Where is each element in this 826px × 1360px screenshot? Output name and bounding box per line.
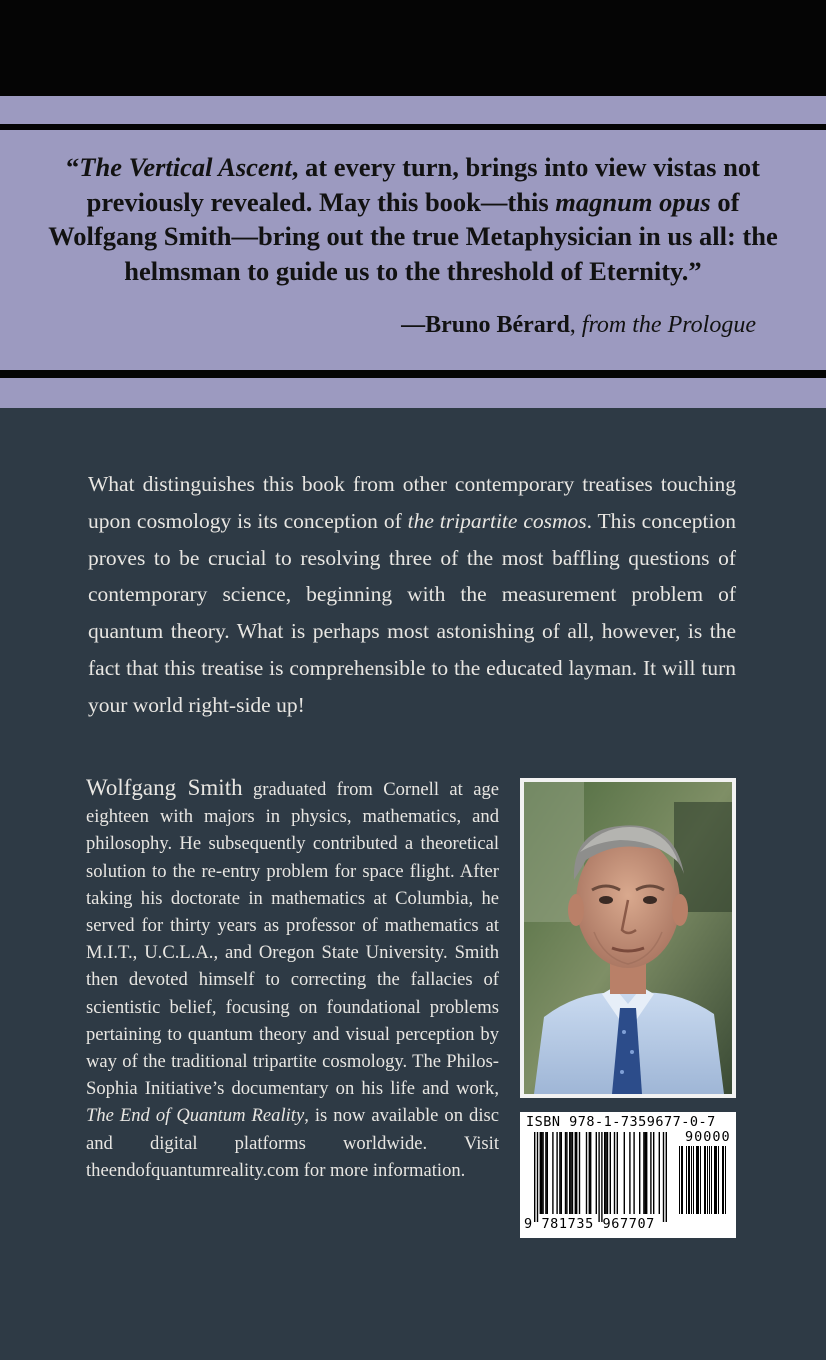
quote-emphasis: magnum opus xyxy=(555,186,711,217)
addon-bar-12 xyxy=(704,1146,705,1214)
addon-bar-4 xyxy=(688,1146,689,1214)
barcode-bar-16 xyxy=(575,1132,576,1214)
barcode-bar-31 xyxy=(624,1132,625,1214)
addon-bar-8 xyxy=(696,1146,697,1214)
barcode-bar-27 xyxy=(607,1132,608,1214)
barcode-bar-12 xyxy=(566,1132,567,1214)
barcode-bar-29 xyxy=(614,1132,615,1214)
barcode-bar-6 xyxy=(547,1132,548,1214)
barcode-bar-22 xyxy=(596,1132,597,1214)
book-description xyxy=(88,466,736,724)
barcode-bar-17 xyxy=(576,1132,577,1214)
addon-bar-5 xyxy=(689,1146,690,1214)
barcode-bar-9 xyxy=(559,1132,560,1214)
barcode-bar-41 xyxy=(663,1132,664,1222)
bio-text-2: , is now available on disc and digital platforms worldwide. Visit theendofquantumreality.com for more information. xyxy=(86,1105,499,1181)
barcode-bar-19 xyxy=(586,1132,587,1214)
barcode-bar-37 xyxy=(646,1132,647,1214)
barcode-bar-26 xyxy=(605,1132,606,1214)
barcode-bar-28 xyxy=(610,1132,611,1214)
quote-open-mark: “ xyxy=(66,152,80,182)
blurb-emphasis: the tripartite cosmos xyxy=(407,508,587,533)
quote-attribution xyxy=(401,312,756,339)
addon-bar-3 xyxy=(686,1146,687,1214)
attribution-dash: — xyxy=(401,312,426,338)
quote-text-2: of Wolfgang Smith—bring out the true Metaphysician in us all: the helmsman to guide us to the threshold of Eternity.” xyxy=(48,186,778,286)
barcode-bar-5 xyxy=(545,1132,546,1214)
endorsement-quote xyxy=(40,150,786,288)
addon-bar-10 xyxy=(698,1146,699,1214)
barcode-bar-15 xyxy=(572,1132,573,1214)
attribution-separator: , xyxy=(569,312,582,338)
barcode-bar-0 xyxy=(534,1132,535,1222)
addon-bar-14 xyxy=(707,1146,708,1214)
attribution-name: Bruno Bérard xyxy=(425,312,570,338)
addon-bar-0 xyxy=(679,1146,680,1214)
top-black-strip xyxy=(0,0,826,96)
barcode-bar-33 xyxy=(633,1132,634,1214)
barcode-bar-25 xyxy=(604,1132,605,1214)
author-photo xyxy=(520,778,736,1098)
black-rule-bottom xyxy=(0,370,826,378)
barcode-bar-18 xyxy=(579,1132,580,1214)
barcode-bar-38 xyxy=(650,1132,651,1214)
addon-bar-6 xyxy=(691,1146,692,1214)
lavender-band-top xyxy=(0,96,826,124)
addon-bar-9 xyxy=(697,1146,698,1214)
barcode-bar-30 xyxy=(617,1132,618,1214)
barcode-bar-24 xyxy=(601,1132,602,1222)
addon-bar-16 xyxy=(711,1146,712,1214)
addon-bar-7 xyxy=(693,1146,694,1214)
barcode-bar-42 xyxy=(666,1132,667,1222)
addon-bar-21 xyxy=(722,1146,723,1214)
addon-bar-23 xyxy=(725,1146,726,1214)
attribution-source: from the Prologue xyxy=(581,312,756,338)
barcode-bar-14 xyxy=(570,1132,571,1214)
barcode-bar-10 xyxy=(561,1132,562,1214)
addon-bar-2 xyxy=(682,1146,683,1214)
isbn-barcode xyxy=(520,1112,736,1238)
quote-book-title: The Vertical Ascent xyxy=(79,152,292,182)
barcode-bar-23 xyxy=(598,1132,599,1222)
barcode-bar-34 xyxy=(639,1132,640,1214)
barcode-bar-20 xyxy=(589,1132,590,1214)
addon-digits: 90000 xyxy=(685,1129,731,1145)
barcode-bar-7 xyxy=(552,1132,553,1214)
barcode-bar-4 xyxy=(542,1132,543,1214)
barcode-bar-2 xyxy=(540,1132,541,1214)
addon-bar-15 xyxy=(709,1146,710,1214)
barcode-bar-13 xyxy=(569,1132,570,1214)
addon-bar-13 xyxy=(705,1146,706,1214)
addon-bar-20 xyxy=(718,1146,719,1214)
author-bio xyxy=(86,774,499,1184)
author-portrait-illustration xyxy=(524,782,732,1094)
addon-bar-11 xyxy=(700,1146,701,1214)
isbn-label: ISBN 978-1-7359677-0-7 xyxy=(526,1114,716,1130)
blurb-text-2: . This conception proves to be crucial to resolving three of the most baffling questions of contemporary science, beginning with the measurement problem of quantum theory. What is perhaps most astonishing of all, however, is the fact that this treatise is comprehensible to the educated layman. It will turn your world right-side up! xyxy=(88,508,736,717)
barcode-bar-35 xyxy=(643,1132,644,1214)
ean-digits: 9 781735 967707 xyxy=(524,1216,655,1232)
blurb-text-1: What distinguishes this book from other contemporary treatises touching upon cosmology is its conception of xyxy=(88,472,736,533)
barcode-bar-1 xyxy=(537,1132,538,1222)
barcode-bar-3 xyxy=(541,1132,542,1214)
barcode-bar-40 xyxy=(659,1132,660,1214)
bio-film-title: The End of Quantum Reality xyxy=(86,1105,305,1127)
addon-bar-19 xyxy=(716,1146,717,1214)
quote-text-1: , at every turn, brings into view vistas not previously revealed. May this book—this xyxy=(86,152,760,217)
addon-bar-17 xyxy=(714,1146,715,1214)
author-name: Wolfgang Smith xyxy=(86,775,243,800)
barcode-bar-36 xyxy=(645,1132,646,1214)
lavender-band-bottom xyxy=(0,378,826,408)
barcode-bar-39 xyxy=(653,1132,654,1214)
addon-bar-22 xyxy=(723,1146,724,1214)
barcode-bar-11 xyxy=(565,1132,566,1214)
addon-bar-1 xyxy=(681,1146,682,1214)
addon-bar-18 xyxy=(715,1146,716,1214)
bio-text-1: graduated from Cornell at age eighteen with majors in physics, mathematics, and philosophy. He subsequently contributed a theoretical solution to the re-entry problem for space flight. After taking his doctorate in mathematics at Columbia, he served for thirty years as professor of mathematics at M.I.T., U.C.L.A., and Oregon State University. Smith then devoted himself to correcting the fallacies of scientistic belief, focusing on foundational problems pertaining to quantum theory and visual perception by way of the traditional tripartite cosmology. The Philos-Sophia Initiative’s documentary on his life and work, xyxy=(86,779,500,1100)
barcode-bar-21 xyxy=(590,1132,591,1214)
barcode-bar-32 xyxy=(629,1132,630,1214)
barcode-bar-8 xyxy=(556,1132,557,1214)
